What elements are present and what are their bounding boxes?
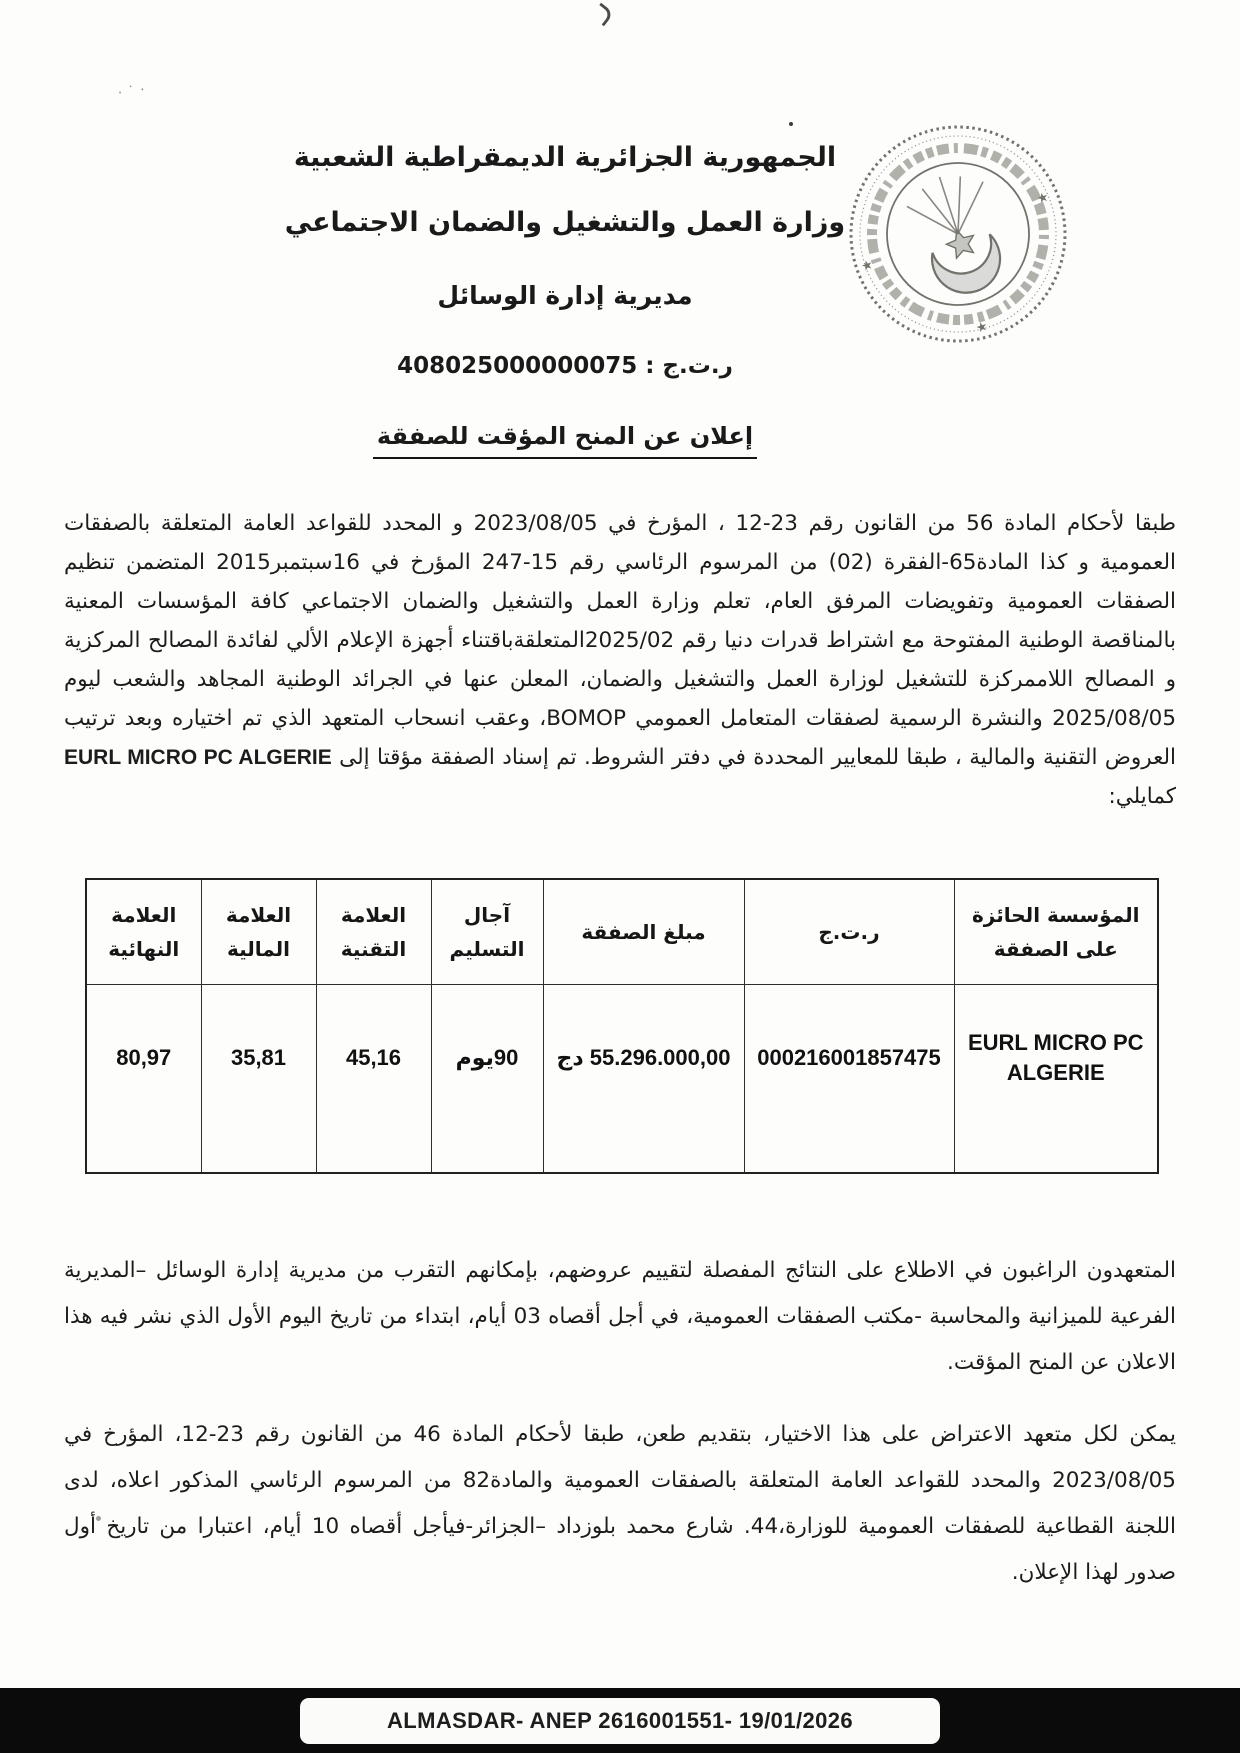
col-header-winning-company: المؤسسة الحائزة على الصفقة — [954, 879, 1158, 984]
cell-delivery-deadline: 90يوم — [431, 984, 543, 1173]
announcement-title — [0, 422, 1130, 459]
scan-artifact-curl — [591, 3, 615, 27]
col-header-contract-amount: مبلغ الصفقة — [543, 879, 744, 984]
footer-band — [0, 1688, 1240, 1753]
cell-financial-score: 35,81 — [201, 984, 316, 1173]
col-header-financial-score: العلامة المالية — [201, 879, 316, 984]
directorate-title: مديرية إدارة الوسائل — [437, 281, 693, 310]
results-consultation-paragraph: المتعهدون الراغبون في الاطلاع على النتائج المفصلة لتقييم عروضهم، بإمكانهم التقرب من مديرية إدارة الوسائل –المديرية الفرعية للميزانية والمحاسبة -مكتب الصفقات العمومية، في أجل أقصاه 03 أيام، ابتداء من تاريخ اليوم الأول الذي نشر فيه هذا الاعلان عن المنح المؤقت. — [64, 1257, 1176, 1375]
registry-number: ر.ت.ج : 408025000000075 — [397, 353, 733, 379]
svg-text:★: ★ — [974, 318, 990, 337]
appeal-paragraph: يمكن لكل متعهد الاعتراض على هذا الاختيار، بتقديم طعن، طبقا لأحكام المادة 46 من القانون رقم 23-12، المؤرخ في 2023/08/05 والمحدد للقواعد العامة المتعلقة بالصفقات العمومية والمادة82 من المرسوم الرئاسي المذكور اعلاه، لدى اللجنة القطاعية للصفقات العمومية للوزارة،44. شارع محمد بلوزداد –الجزائر-فيأجل أقصاه 10 أيام، اعتبارا من تاريخ أول صدور لهذا الإعلان. — [64, 1421, 1176, 1585]
scan-artifact-dot — [789, 122, 793, 126]
ministry-title: وزارة العمل والتشغيل والضمان الاجتماعي — [284, 207, 846, 238]
intro-text-before: طبقا لأحكام المادة 56 من القانون رقم 23-12 ، المؤرخ في 2023/08/05 و المحدد للقواعد العامة المتعلقة بالصفقات العمومية و كذا المادة65-الفقرة (02) من المرسوم الرئاسي رقم 15-247 المؤرخ في 16سبتمبر2015 المتضمن تنظيم الصفقات العمومية وتفويضات المرفق العام، تعلم وزارة العمل والتشغيل والضمان الاجتماعي كافة المؤسسات المعنية بالمناقصة الوطنية المفتوحة مع اشتراط قدرات دنيا رقم 2025/02المتعلقةباقتناء أجهزة الإعلام الألي لفائدة المصالح المركزية و المصالح اللاممركزة للتشغيل لوزارة العمل والتشغيل والضمان، المعلن عنها في الجرائد الوطنية المجاهد والشعب ليوم 2025/08/05 والنشرة الرسمية لصفقات المتعامل العمومي BOMOP، وعقب انسحاب المتعهد الذي تم اختياره وبعد ترتيب العروض التقنية والمالية ، طبقا للمعايير المحددة في دفتر الشروط. تم إسناد الصفقة مؤقتا إلى — [64, 510, 1177, 770]
cell-contract-amount: 55.296.000,00 دج — [543, 984, 744, 1173]
intro-text-after: كمايلي: — [1108, 783, 1176, 809]
footer-reference-box — [300, 1698, 940, 1744]
award-table — [85, 878, 1159, 1174]
col-header-delivery-deadline: آجال التسليم — [431, 879, 543, 984]
svg-text:★: ★ — [859, 257, 876, 276]
cell-trade-register: 000216001857475 — [744, 984, 954, 1173]
cell-final-score: 80,97 — [86, 984, 201, 1173]
footer-reference-text: ALMASDAR- ANEP 2616001551- 19/01/2026 — [386, 1707, 854, 1733]
cell-winning-company: EURL MICRO PC ALGERIE — [954, 984, 1158, 1173]
intro-paragraph — [64, 504, 1176, 816]
scan-artifact-dots: ·˙· — [117, 81, 152, 102]
svg-text:★: ★ — [1035, 189, 1051, 208]
table-row — [86, 984, 1158, 1173]
col-header-final-score: العلامة النهائية — [86, 879, 201, 984]
col-header-trade-register: ر.ت.ج — [744, 879, 954, 984]
cell-technical-score: 45,16 — [316, 984, 431, 1173]
table-header-row — [86, 879, 1158, 984]
awarded-company-name: EURL MICRO PC ALGERIE — [64, 745, 332, 769]
announcement-title-text: إعلان عن المنح المؤقت للصفقة — [373, 422, 757, 459]
col-header-technical-score: العلامة التقنية — [316, 879, 431, 984]
republic-title: الجمهورية الجزائرية الديمقراطية الشعبية — [293, 142, 837, 173]
